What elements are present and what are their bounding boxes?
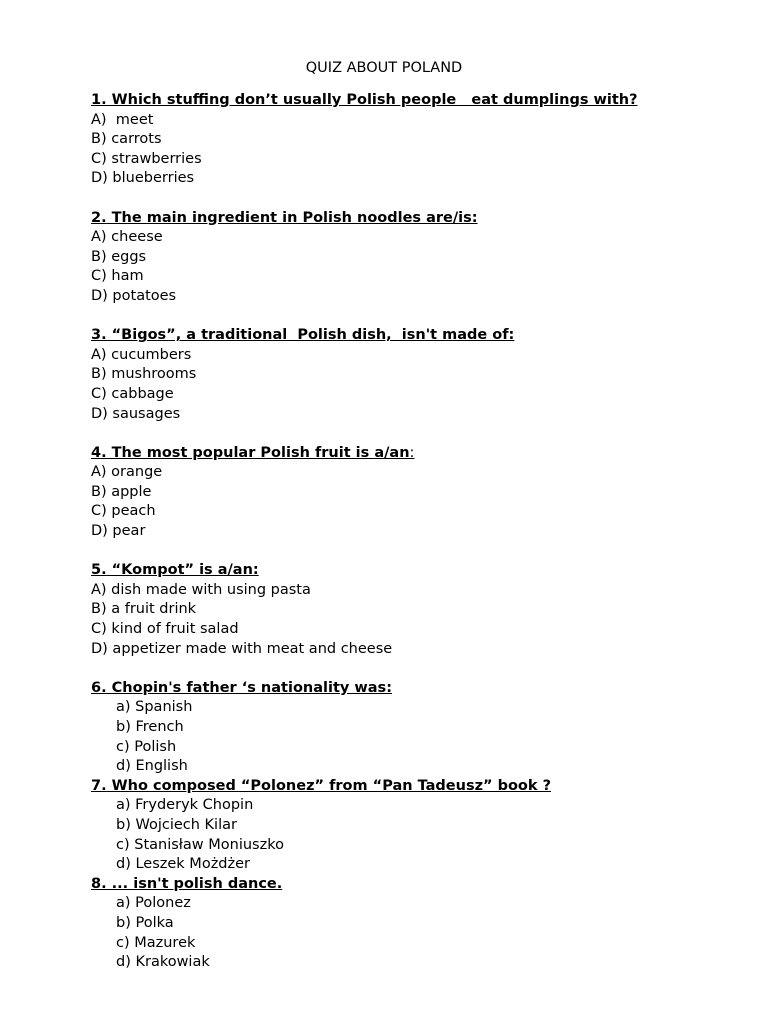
question-6-text: 6. Chopin's father ‘s nationality was:	[91, 679, 392, 696]
question-4-option-b: B) apple	[91, 483, 152, 500]
question-6-option-d: d) English	[116, 758, 188, 775]
spacer	[91, 542, 751, 562]
question-4	[91, 444, 751, 542]
spacer	[91, 307, 751, 327]
question-3-text: 3. “Bigos”, a traditional Polish dish, isn't made of:	[91, 327, 515, 344]
question-4-option-a: A) orange	[91, 464, 163, 481]
question-2-option-c: C) ham	[91, 268, 144, 285]
question-8-text: 8. ... isn't polish dance.	[91, 875, 283, 892]
question-6-option-c: c) Polish	[116, 738, 177, 755]
spacer	[91, 189, 751, 209]
question-8-option-b: b) Polka	[116, 914, 174, 931]
question-5-option-b: B) a fruit drink	[91, 601, 197, 618]
question-1-option-b: B) carrots	[91, 131, 162, 148]
question-5-text: 5. “Kompot” is a/an:	[91, 562, 259, 579]
question-8-option-d: d) Krakowiak	[116, 954, 210, 971]
question-2-option-a: A) cheese	[91, 229, 163, 246]
question-2-text: 2. The main ingredient in Polish noodles are/is:	[91, 209, 478, 226]
question-2	[91, 209, 751, 307]
question-5-option-d: D) appetizer made with meat and cheese	[91, 640, 393, 657]
question-5-option-c: C) kind of fruit salad	[91, 621, 239, 638]
question-7-option-b: b) Wojciech Kilar	[116, 816, 237, 833]
question-1-option-c: C) strawberries	[91, 150, 202, 167]
page-title: QUIZ ABOUT POLAND	[305, 60, 463, 76]
question-8	[91, 875, 751, 973]
question-1-option-d: D) blueberries	[91, 170, 195, 187]
question-1-text: 1. Which stuffing don’t usually Polish people eat dumplings with?	[91, 92, 638, 108]
question-3-option-c: C) cabbage	[91, 385, 174, 402]
question-7-option-a: a) Fryderyk Chopin	[116, 797, 254, 814]
question-7	[91, 777, 751, 875]
question-3	[91, 326, 751, 424]
question-8-option-c: c) Mazurek	[116, 934, 196, 951]
question-6	[91, 679, 751, 777]
question-4-option-d: D) pear	[91, 523, 146, 540]
question-3-option-a: A) cucumbers	[91, 346, 192, 363]
question-4-option-c: C) peach	[91, 503, 156, 520]
spacer	[91, 424, 751, 444]
question-3-option-d: D) sausages	[91, 405, 181, 422]
question-8-option-a: a) Polonez	[116, 895, 191, 912]
spacer	[91, 659, 751, 679]
question-7-option-c: c) Stanisław Moniuszko	[116, 836, 284, 853]
quiz-body	[91, 91, 751, 973]
question-5-option-a: A) dish made with using pasta	[91, 581, 311, 598]
question-4-text: 4. The most popular Polish fruit is a/an:	[91, 444, 415, 461]
question-6-option-a: a) Spanish	[116, 699, 193, 716]
question-7-option-d: d) Leszek Możdżer	[116, 856, 250, 873]
question-1	[91, 91, 751, 189]
question-6-option-b: b) French	[116, 719, 184, 735]
question-7-text: 7. Who composed “Polonez” from “Pan Tadeusz” book ?	[91, 777, 551, 794]
question-2-option-d: D) potatoes	[91, 287, 177, 304]
question-1-option-a: A) meet	[91, 111, 154, 128]
question-4-suffix: :	[409, 444, 415, 461]
question-5	[91, 561, 751, 659]
question-2-option-b: B) eggs	[91, 248, 147, 265]
question-3-option-b: B) mushrooms	[91, 366, 197, 383]
